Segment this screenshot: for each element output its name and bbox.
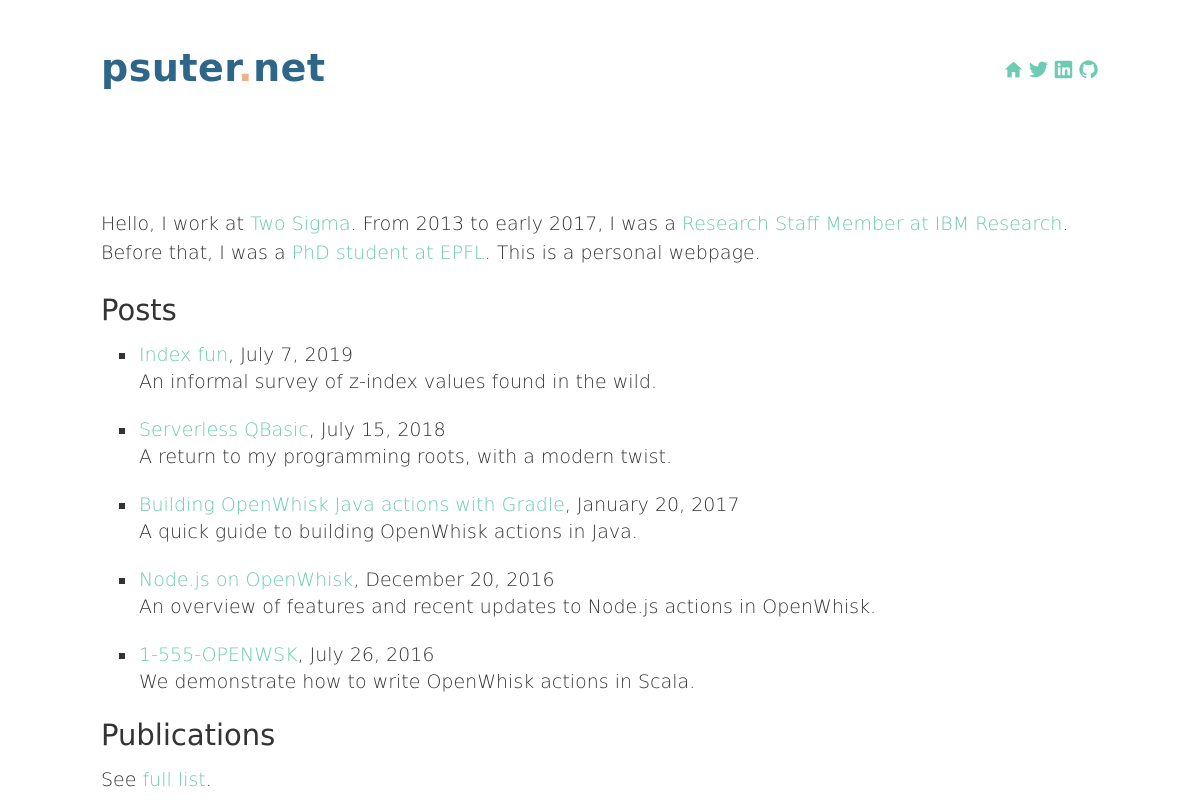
- post-title-link[interactable]: Serverless QBasic: [139, 419, 309, 441]
- see-text: See: [101, 769, 143, 791]
- post-item: [139, 642, 1101, 696]
- bullet: [119, 428, 125, 434]
- intro-text-3: . Before that, I was a: [101, 213, 1069, 264]
- intro-text-2: . From 2013 to early 2017, I was a: [350, 213, 682, 235]
- site-logo[interactable]: [101, 42, 326, 94]
- epfl-link[interactable]: PhD student at EPFL: [291, 242, 485, 264]
- full-list-link[interactable]: full list: [142, 769, 206, 791]
- post-date: , January 20, 2017: [564, 494, 740, 516]
- home-link[interactable]: [1003, 59, 1024, 80]
- post-item: [139, 417, 1101, 471]
- post-title-link[interactable]: 1-555-OPENWSK: [139, 644, 298, 666]
- post-date: , July 7, 2019: [228, 344, 353, 366]
- post-item: [139, 567, 1101, 621]
- linkedin-icon: [1053, 59, 1074, 80]
- two-sigma-link[interactable]: Two Sigma: [250, 213, 351, 235]
- twitter-link[interactable]: [1028, 59, 1049, 80]
- intro-text-4: . This is a personal webpage.: [484, 242, 761, 264]
- github-link[interactable]: [1078, 59, 1099, 80]
- publications-heading: Publications: [101, 718, 276, 752]
- linkedin-link[interactable]: [1053, 59, 1074, 80]
- github-icon: [1078, 59, 1099, 80]
- post-description: A quick guide to building OpenWhisk actions in Java.: [139, 521, 638, 543]
- main-content: [101, 210, 1101, 794]
- intro-text-1: Hello, I work at: [101, 213, 251, 235]
- post-description: We demonstrate how to write OpenWhisk actions in Scala.: [139, 671, 696, 693]
- post-date: , July 15, 2018: [308, 419, 446, 441]
- bullet: [119, 503, 125, 509]
- post-title-link[interactable]: Index fun: [139, 344, 229, 366]
- post-description: An overview of features and recent updates to Node.js actions in OpenWhisk.: [139, 596, 877, 618]
- post-description: An informal survey of z-index values found in the wild.: [139, 371, 657, 393]
- see-end: .: [205, 769, 212, 791]
- post-title-link[interactable]: Building OpenWhisk Java actions with Gradle: [139, 494, 565, 516]
- post-item: [139, 492, 1101, 546]
- site-header: [101, 42, 1099, 98]
- posts-list: [101, 342, 1101, 696]
- ibm-research-link[interactable]: Research Staff Member at IBM Research: [681, 213, 1063, 235]
- post-date: , December 20, 2016: [353, 569, 555, 591]
- home-icon: [1003, 59, 1024, 80]
- publications-text: [101, 767, 1101, 794]
- post-title-link[interactable]: Node.js on OpenWhisk: [139, 569, 354, 591]
- site-name-dot: .: [238, 46, 254, 90]
- post-description: A return to my programming roots, with a modern twist.: [139, 446, 672, 468]
- site-name-part2: net: [253, 46, 326, 90]
- social-links: [1003, 59, 1099, 80]
- bullet: [119, 578, 125, 584]
- twitter-icon: [1028, 59, 1049, 80]
- posts-heading: Posts: [101, 293, 177, 327]
- site-name-part1: psuter: [101, 46, 239, 90]
- post-date: , July 26, 2016: [297, 644, 435, 666]
- post-item: [139, 342, 1101, 396]
- bullet: [119, 653, 125, 659]
- intro-paragraph: [101, 210, 1101, 268]
- bullet: [119, 353, 125, 359]
